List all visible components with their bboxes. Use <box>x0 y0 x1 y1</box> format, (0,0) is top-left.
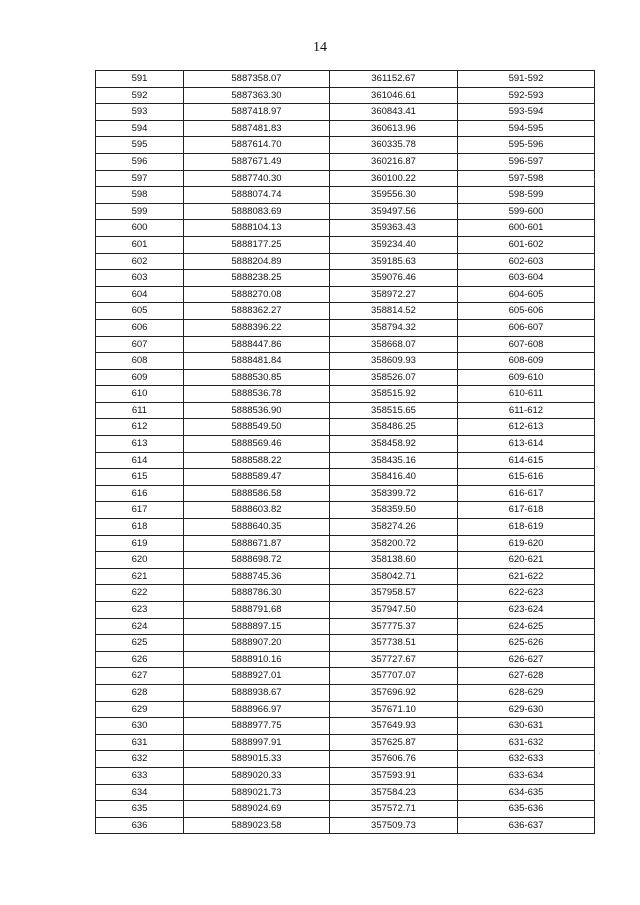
y-coordinate-cell: 357593.91 <box>330 767 458 784</box>
table-row <box>96 71 595 88</box>
x-coordinate-cell: 5888897.15 <box>184 618 330 635</box>
y-coordinate-cell: 359363.43 <box>330 220 458 237</box>
table-row <box>96 286 595 303</box>
y-coordinate-cell: 360613.96 <box>330 120 458 137</box>
point-number-cell: 629 <box>96 701 184 718</box>
segment-cell: 616-617 <box>458 485 595 502</box>
segment-cell: 597-598 <box>458 170 595 187</box>
point-number-cell: 631 <box>96 734 184 751</box>
segment-cell: 620-621 <box>458 552 595 569</box>
point-number-cell: 625 <box>96 635 184 652</box>
x-coordinate-cell: 5888396.22 <box>184 319 330 336</box>
segment-cell: 618-619 <box>458 519 595 536</box>
x-coordinate-cell: 5887481.83 <box>184 120 330 137</box>
segment-cell: 630-631 <box>458 718 595 735</box>
point-number-cell: 614 <box>96 452 184 469</box>
point-number-cell: 612 <box>96 419 184 436</box>
y-coordinate-cell: 360100.22 <box>330 170 458 187</box>
table-row <box>96 734 595 751</box>
segment-cell: 603-604 <box>458 270 595 287</box>
x-coordinate-cell: 5888536.90 <box>184 402 330 419</box>
x-coordinate-cell: 5889021.73 <box>184 784 330 801</box>
segment-cell: 633-634 <box>458 767 595 784</box>
segment-cell: 604-605 <box>458 286 595 303</box>
y-coordinate-cell: 357625.87 <box>330 734 458 751</box>
y-coordinate-cell: 358515.65 <box>330 402 458 419</box>
table-row <box>96 751 595 768</box>
y-coordinate-cell: 357958.57 <box>330 585 458 602</box>
point-number-cell: 591 <box>96 71 184 88</box>
segment-cell: 631-632 <box>458 734 595 751</box>
y-coordinate-cell: 360216.87 <box>330 153 458 170</box>
y-coordinate-cell: 358526.07 <box>330 369 458 386</box>
scan-speck: ` <box>593 178 596 187</box>
point-number-cell: 635 <box>96 801 184 818</box>
y-coordinate-cell: 357696.92 <box>330 684 458 701</box>
y-coordinate-cell: 358416.40 <box>330 469 458 486</box>
segment-cell: 625-626 <box>458 635 595 652</box>
table-row <box>96 419 595 436</box>
segment-cell: 605-606 <box>458 303 595 320</box>
table-row <box>96 718 595 735</box>
y-coordinate-cell: 358972.27 <box>330 286 458 303</box>
table-row <box>96 170 595 187</box>
point-number-cell: 610 <box>96 386 184 403</box>
point-number-cell: 596 <box>96 153 184 170</box>
table-row <box>96 651 595 668</box>
table-row <box>96 369 595 386</box>
segment-cell: 612-613 <box>458 419 595 436</box>
point-number-cell: 611 <box>96 402 184 419</box>
point-number-cell: 621 <box>96 568 184 585</box>
y-coordinate-cell: 357671.10 <box>330 701 458 718</box>
x-coordinate-cell: 5888549.50 <box>184 419 330 436</box>
y-coordinate-cell: 358609.93 <box>330 353 458 370</box>
x-coordinate-cell: 5888481.84 <box>184 353 330 370</box>
table-row <box>96 120 595 137</box>
y-coordinate-cell: 358668.07 <box>330 336 458 353</box>
segment-cell: 595-596 <box>458 137 595 154</box>
point-number-cell: 628 <box>96 684 184 701</box>
x-coordinate-cell: 5888997.91 <box>184 734 330 751</box>
x-coordinate-cell: 5888938.67 <box>184 684 330 701</box>
point-number-cell: 634 <box>96 784 184 801</box>
table-row <box>96 502 595 519</box>
y-coordinate-cell: 358274.26 <box>330 519 458 536</box>
y-coordinate-cell: 359076.46 <box>330 270 458 287</box>
table-row <box>96 684 595 701</box>
segment-cell: 610-611 <box>458 386 595 403</box>
point-number-cell: 636 <box>96 817 184 834</box>
segment-cell: 602-603 <box>458 253 595 270</box>
point-number-cell: 601 <box>96 236 184 253</box>
segment-cell: 626-627 <box>458 651 595 668</box>
point-number-cell: 609 <box>96 369 184 386</box>
table-row <box>96 469 595 486</box>
point-number-cell: 598 <box>96 187 184 204</box>
y-coordinate-cell: 357649.93 <box>330 718 458 735</box>
x-coordinate-cell: 5888569.46 <box>184 436 330 453</box>
segment-cell: 608-609 <box>458 353 595 370</box>
segment-cell: 624-625 <box>458 618 595 635</box>
y-coordinate-cell: 358794.32 <box>330 319 458 336</box>
x-coordinate-cell: 5888074.74 <box>184 187 330 204</box>
y-coordinate-cell: 358200.72 <box>330 535 458 552</box>
x-coordinate-cell: 5888536.78 <box>184 386 330 403</box>
scan-speck: - <box>596 462 599 471</box>
x-coordinate-cell: 5887418.97 <box>184 104 330 121</box>
y-coordinate-cell: 357606.76 <box>330 751 458 768</box>
y-coordinate-cell: 361046.61 <box>330 87 458 104</box>
table-row <box>96 203 595 220</box>
segment-cell: 609-610 <box>458 369 595 386</box>
segment-cell: 634-635 <box>458 784 595 801</box>
point-number-cell: 619 <box>96 535 184 552</box>
point-number-cell: 600 <box>96 220 184 237</box>
x-coordinate-cell: 5887740.30 <box>184 170 330 187</box>
x-coordinate-cell: 5888588.22 <box>184 452 330 469</box>
segment-cell: 621-622 <box>458 568 595 585</box>
point-number-cell: 608 <box>96 353 184 370</box>
table-row <box>96 436 595 453</box>
table-row <box>96 668 595 685</box>
y-coordinate-cell: 358435.16 <box>330 452 458 469</box>
table-row <box>96 618 595 635</box>
point-number-cell: 627 <box>96 668 184 685</box>
table-row <box>96 552 595 569</box>
point-number-cell: 607 <box>96 336 184 353</box>
table-row <box>96 87 595 104</box>
y-coordinate-cell: 360843.41 <box>330 104 458 121</box>
point-number-cell: 602 <box>96 253 184 270</box>
table-row <box>96 585 595 602</box>
segment-cell: 599-600 <box>458 203 595 220</box>
segment-cell: 632-633 <box>458 751 595 768</box>
point-number-cell: 595 <box>96 137 184 154</box>
x-coordinate-cell: 5888966.97 <box>184 701 330 718</box>
x-coordinate-cell: 5888447.86 <box>184 336 330 353</box>
table-row <box>96 767 595 784</box>
point-number-cell: 622 <box>96 585 184 602</box>
x-coordinate-cell: 5889023.58 <box>184 817 330 834</box>
point-number-cell: 615 <box>96 469 184 486</box>
point-number-cell: 618 <box>96 519 184 536</box>
table-row <box>96 303 595 320</box>
y-coordinate-cell: 357707.07 <box>330 668 458 685</box>
point-number-cell: 633 <box>96 767 184 784</box>
segment-cell: 601-602 <box>458 236 595 253</box>
segment-cell: 629-630 <box>458 701 595 718</box>
x-coordinate-cell: 5888603.82 <box>184 502 330 519</box>
point-number-cell: 617 <box>96 502 184 519</box>
point-number-cell: 616 <box>96 485 184 502</box>
segment-cell: 613-614 <box>458 436 595 453</box>
table-row <box>96 635 595 652</box>
segment-cell: 623-624 <box>458 602 595 619</box>
coordinates-table-body <box>96 71 595 834</box>
segment-cell: 611-612 <box>458 402 595 419</box>
x-coordinate-cell: 5888791.68 <box>184 602 330 619</box>
point-number-cell: 620 <box>96 552 184 569</box>
segment-cell: 593-594 <box>458 104 595 121</box>
y-coordinate-cell: 358138.60 <box>330 552 458 569</box>
x-coordinate-cell: 5888586.58 <box>184 485 330 502</box>
y-coordinate-cell: 357738.51 <box>330 635 458 652</box>
x-coordinate-cell: 5888786.30 <box>184 585 330 602</box>
y-coordinate-cell: 359234.40 <box>330 236 458 253</box>
y-coordinate-cell: 360335.78 <box>330 137 458 154</box>
segment-cell: 591-592 <box>458 71 595 88</box>
segment-cell: 614-615 <box>458 452 595 469</box>
x-coordinate-cell: 5888745.36 <box>184 568 330 585</box>
y-coordinate-cell: 358814.52 <box>330 303 458 320</box>
table-row <box>96 319 595 336</box>
table-row <box>96 701 595 718</box>
table-row <box>96 784 595 801</box>
table-row <box>96 535 595 552</box>
x-coordinate-cell: 5888238.25 <box>184 270 330 287</box>
table-row <box>96 817 595 834</box>
point-number-cell: 613 <box>96 436 184 453</box>
x-coordinate-cell: 5888910.16 <box>184 651 330 668</box>
table-row <box>96 353 595 370</box>
x-coordinate-cell: 5889024.69 <box>184 801 330 818</box>
segment-cell: 617-618 <box>458 502 595 519</box>
x-coordinate-cell: 5888927.01 <box>184 668 330 685</box>
table-row <box>96 568 595 585</box>
x-coordinate-cell: 5889015.33 <box>184 751 330 768</box>
x-coordinate-cell: 5889020.33 <box>184 767 330 784</box>
point-number-cell: 592 <box>96 87 184 104</box>
segment-cell: 607-608 <box>458 336 595 353</box>
table-row <box>96 402 595 419</box>
y-coordinate-cell: 359185.63 <box>330 253 458 270</box>
table-row <box>96 270 595 287</box>
x-coordinate-cell: 5888362.27 <box>184 303 330 320</box>
x-coordinate-cell: 5888698.72 <box>184 552 330 569</box>
table-row <box>96 801 595 818</box>
x-coordinate-cell: 5887363.30 <box>184 87 330 104</box>
segment-cell: 622-623 <box>458 585 595 602</box>
point-number-cell: 632 <box>96 751 184 768</box>
point-number-cell: 594 <box>96 120 184 137</box>
segment-cell: 596-597 <box>458 153 595 170</box>
x-coordinate-cell: 5888083.69 <box>184 203 330 220</box>
table-row <box>96 386 595 403</box>
y-coordinate-cell: 358399.72 <box>330 485 458 502</box>
point-number-cell: 624 <box>96 618 184 635</box>
segment-cell: 598-599 <box>458 187 595 204</box>
y-coordinate-cell: 357584.23 <box>330 784 458 801</box>
y-coordinate-cell: 357775.37 <box>330 618 458 635</box>
segment-cell: 619-620 <box>458 535 595 552</box>
y-coordinate-cell: 358486.25 <box>330 419 458 436</box>
table-row <box>96 137 595 154</box>
point-number-cell: 599 <box>96 203 184 220</box>
point-number-cell: 626 <box>96 651 184 668</box>
x-coordinate-cell: 5888589.47 <box>184 469 330 486</box>
table-row <box>96 519 595 536</box>
y-coordinate-cell: 357947.50 <box>330 602 458 619</box>
table-row <box>96 452 595 469</box>
point-number-cell: 605 <box>96 303 184 320</box>
y-coordinate-cell: 359497.56 <box>330 203 458 220</box>
point-number-cell: 630 <box>96 718 184 735</box>
y-coordinate-cell: 358458.92 <box>330 436 458 453</box>
table-row <box>96 236 595 253</box>
y-coordinate-cell: 357572.71 <box>330 801 458 818</box>
table-row <box>96 220 595 237</box>
segment-cell: 635-636 <box>458 801 595 818</box>
segment-cell: 628-629 <box>458 684 595 701</box>
point-number-cell: 597 <box>96 170 184 187</box>
segment-cell: 592-593 <box>458 87 595 104</box>
point-number-cell: 606 <box>96 319 184 336</box>
x-coordinate-cell: 5888270.08 <box>184 286 330 303</box>
x-coordinate-cell: 5888977.75 <box>184 718 330 735</box>
x-coordinate-cell: 5888671.87 <box>184 535 330 552</box>
table-row <box>96 602 595 619</box>
table-row <box>96 187 595 204</box>
scan-speck: ` <box>598 752 601 761</box>
y-coordinate-cell: 358042.71 <box>330 568 458 585</box>
table-row <box>96 336 595 353</box>
x-coordinate-cell: 5888204.89 <box>184 253 330 270</box>
x-coordinate-cell: 5887358.07 <box>184 71 330 88</box>
coordinates-table <box>95 70 595 834</box>
y-coordinate-cell: 358515.92 <box>330 386 458 403</box>
point-number-cell: 593 <box>96 104 184 121</box>
x-coordinate-cell: 5888640.35 <box>184 519 330 536</box>
x-coordinate-cell: 5888530.85 <box>184 369 330 386</box>
point-number-cell: 604 <box>96 286 184 303</box>
y-coordinate-cell: 361152.67 <box>330 71 458 88</box>
segment-cell: 594-595 <box>458 120 595 137</box>
segment-cell: 615-616 <box>458 469 595 486</box>
x-coordinate-cell: 5887614.70 <box>184 137 330 154</box>
segment-cell: 600-601 <box>458 220 595 237</box>
segment-cell: 606-607 <box>458 319 595 336</box>
point-number-cell: 623 <box>96 602 184 619</box>
table-row <box>96 153 595 170</box>
page-number: 14 <box>313 40 327 55</box>
y-coordinate-cell: 359556.30 <box>330 187 458 204</box>
table-row <box>96 485 595 502</box>
x-coordinate-cell: 5888104.13 <box>184 220 330 237</box>
segment-cell: 636-637 <box>458 817 595 834</box>
segment-cell: 627-628 <box>458 668 595 685</box>
x-coordinate-cell: 5887671.49 <box>184 153 330 170</box>
x-coordinate-cell: 5888177.25 <box>184 236 330 253</box>
y-coordinate-cell: 357509.73 <box>330 817 458 834</box>
table-row <box>96 104 595 121</box>
table-row <box>96 253 595 270</box>
x-coordinate-cell: 5888907.20 <box>184 635 330 652</box>
point-number-cell: 603 <box>96 270 184 287</box>
y-coordinate-cell: 357727.67 <box>330 651 458 668</box>
y-coordinate-cell: 358359.50 <box>330 502 458 519</box>
